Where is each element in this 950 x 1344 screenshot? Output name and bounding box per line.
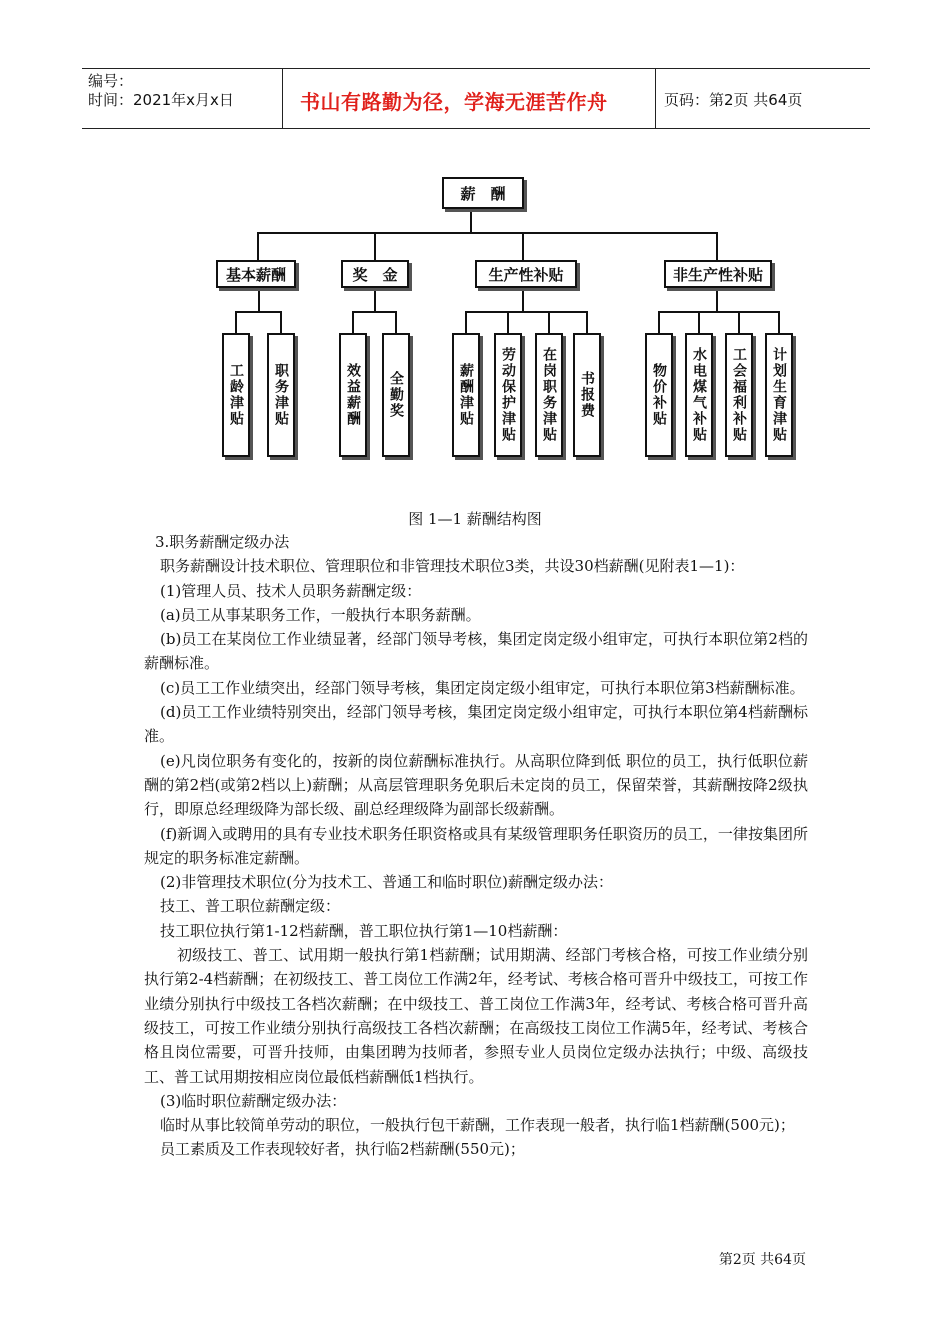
leaf-node: 计划生育津贴 xyxy=(765,333,793,457)
group-node-nonproductive-subsidy: 非生产性补贴 xyxy=(664,260,772,288)
header-bottom-rule xyxy=(82,128,870,129)
group-node-productive-subsidy: 生产性补贴 xyxy=(475,260,577,288)
group3-child2-conn xyxy=(507,311,509,333)
group-node-bonus: 奖 金 xyxy=(341,260,409,288)
group4-down xyxy=(716,288,718,312)
header-top-rule xyxy=(82,68,870,69)
header-divider-left xyxy=(282,68,283,129)
group4-child1-conn xyxy=(658,311,660,333)
group1-connector xyxy=(257,232,259,260)
root-connector xyxy=(470,209,472,233)
section-heading: 3.职务薪酬定级办法 xyxy=(155,533,290,551)
paragraph: (f)新调入或聘用的具有专业技术职务任职资格或具有某级管理职务任职资历的员工，一律按集团所规定的职务标准定薪酬。 xyxy=(144,824,808,867)
group1-child1-conn xyxy=(235,311,237,333)
group3-down xyxy=(522,288,524,312)
leaf-node: 职务津贴 xyxy=(267,333,295,457)
paragraph: (c)员工工作业绩突出，经部门领导考核，集团定岗定级小组审定，可执行本职位第3档薪酬标准。 xyxy=(160,678,805,697)
leaf-node: 工会福利补贴 xyxy=(725,333,753,457)
level1-bus xyxy=(257,232,718,234)
paragraph: (e)凡岗位职务有变化的，按新的岗位薪酬标准执行。从高职位降到低 职位的员工，执行低职位薪酬的第2档(或第2档以上)薪酬；从高层管理职务免职后未定岗的员工，保留荣誉，其薪酬按降2级执行，即原总经理级降为部长级、副总经理级降为副部长级薪酬。 xyxy=(144,751,808,819)
header-time-label: 时间：2021年x月x日 xyxy=(88,91,234,109)
group1-down xyxy=(258,288,260,312)
group3-child1-conn xyxy=(465,311,467,333)
group4-bus xyxy=(658,311,779,313)
group2-down xyxy=(374,288,376,312)
paragraph: (a)员工从事某职务工作，一般执行本职务薪酬。 xyxy=(160,605,481,624)
paragraph: (3)临时职位薪酬定级办法： xyxy=(160,1091,347,1110)
group1-bus xyxy=(235,311,282,313)
leaf-node: 全勤奖 xyxy=(382,333,410,457)
group2-child2-conn xyxy=(395,311,397,333)
header-motto: 书山有路勤为径，学海无涯苦作舟 xyxy=(300,90,608,114)
root-node: 薪 酬 xyxy=(442,177,524,209)
body-text xyxy=(144,530,808,1162)
figure-caption: 图 1—1 薪酬结构图 xyxy=(408,510,542,528)
leaf-node: 薪酬津贴 xyxy=(452,333,480,457)
paragraph: (d)员工工作业绩特别突出，经部门领导考核，集团定岗定级小组审定，可执行本职位第4档薪酬标准。 xyxy=(144,703,808,746)
group3-child4-conn xyxy=(586,311,588,333)
paragraph: 临时从事比较简单劳动的职位，一般执行包干薪酬，工作表现一般者，执行临1档薪酬(500元)； xyxy=(160,1116,795,1135)
paragraph: (2)非管理技术职位(分为技术工、普通工和临时职位)薪酬定级办法： xyxy=(160,873,613,892)
group3-bus xyxy=(465,311,587,313)
paragraph: (b)员工在某岗位工作业绩显著，经部门领导考核，集团定岗定级小组审定，可执行本职位第2档的薪酬标准。 xyxy=(144,630,808,673)
group1-child2-conn xyxy=(280,311,282,333)
paragraph: 员工素质及工作表现较好者，执行临2档薪酬(550元)； xyxy=(160,1140,525,1159)
paragraph: (1)管理人员、技术人员职务薪酬定级： xyxy=(160,581,422,600)
header-divider-right xyxy=(655,68,656,129)
leaf-node: 在岗职务津贴 xyxy=(535,333,563,457)
group2-child1-conn xyxy=(352,311,354,333)
paragraph: 技工、普工职位薪酬定级： xyxy=(160,897,341,916)
paragraph: 技工职位执行第1-12档薪酬，普工职位执行第1—10档薪酬： xyxy=(160,921,568,940)
group-node-basic-salary: 基本薪酬 xyxy=(216,260,296,288)
group2-connector xyxy=(374,232,376,260)
leaf-node: 物价补贴 xyxy=(645,333,673,457)
page-footer: 第2页 共64页 xyxy=(718,1252,806,1268)
leaf-node: 水电煤气补贴 xyxy=(685,333,713,457)
leaf-node: 劳动保护津贴 xyxy=(494,333,522,457)
paragraph: 职务薪酬设计技术职位、管理职位和非管理技术职位3类，共设30档薪酬(见附表1—1)： xyxy=(160,557,745,576)
header-number-label: 编号： xyxy=(88,72,134,90)
group3-child3-conn xyxy=(548,311,550,333)
leaf-node: 效益薪酬 xyxy=(339,333,367,457)
group2-bus xyxy=(352,311,397,313)
header-page-label: 页码：第2页 共64页 xyxy=(664,91,803,109)
paragraph: 初级技工、普工、试用期一般执行第1档薪酬；试用期满、经部门考核合格，可按工作业绩分别执行第2-4档薪酬；在初级技工、普工岗位工作满2年，经考试、考核合格可晋升中级技工，可按工作业绩分别执行中级技工各档次薪酬；在中级技工、普工岗位工作满3年，经考试、考核合格可晋升高级技工，可按工作业绩分别执行高级技工各档次薪酬；在高级技工岗位工作满5年，经考试、考核合格且岗位需要，可晋升技师，由集团聘为技师者，参照专业人员岗位定级办法执行；中级、高级技工、普工试用期按相应岗位最低档薪酬低1档执行。 xyxy=(144,946,808,1086)
group4-child2-conn xyxy=(698,311,700,333)
group4-connector xyxy=(716,232,718,260)
leaf-node: 工龄津贴 xyxy=(222,333,250,457)
group4-child3-conn xyxy=(738,311,740,333)
group4-child4-conn xyxy=(778,311,780,333)
salary-structure-diagram xyxy=(200,165,800,485)
group3-connector xyxy=(522,232,524,260)
leaf-node: 书报费 xyxy=(573,333,601,457)
